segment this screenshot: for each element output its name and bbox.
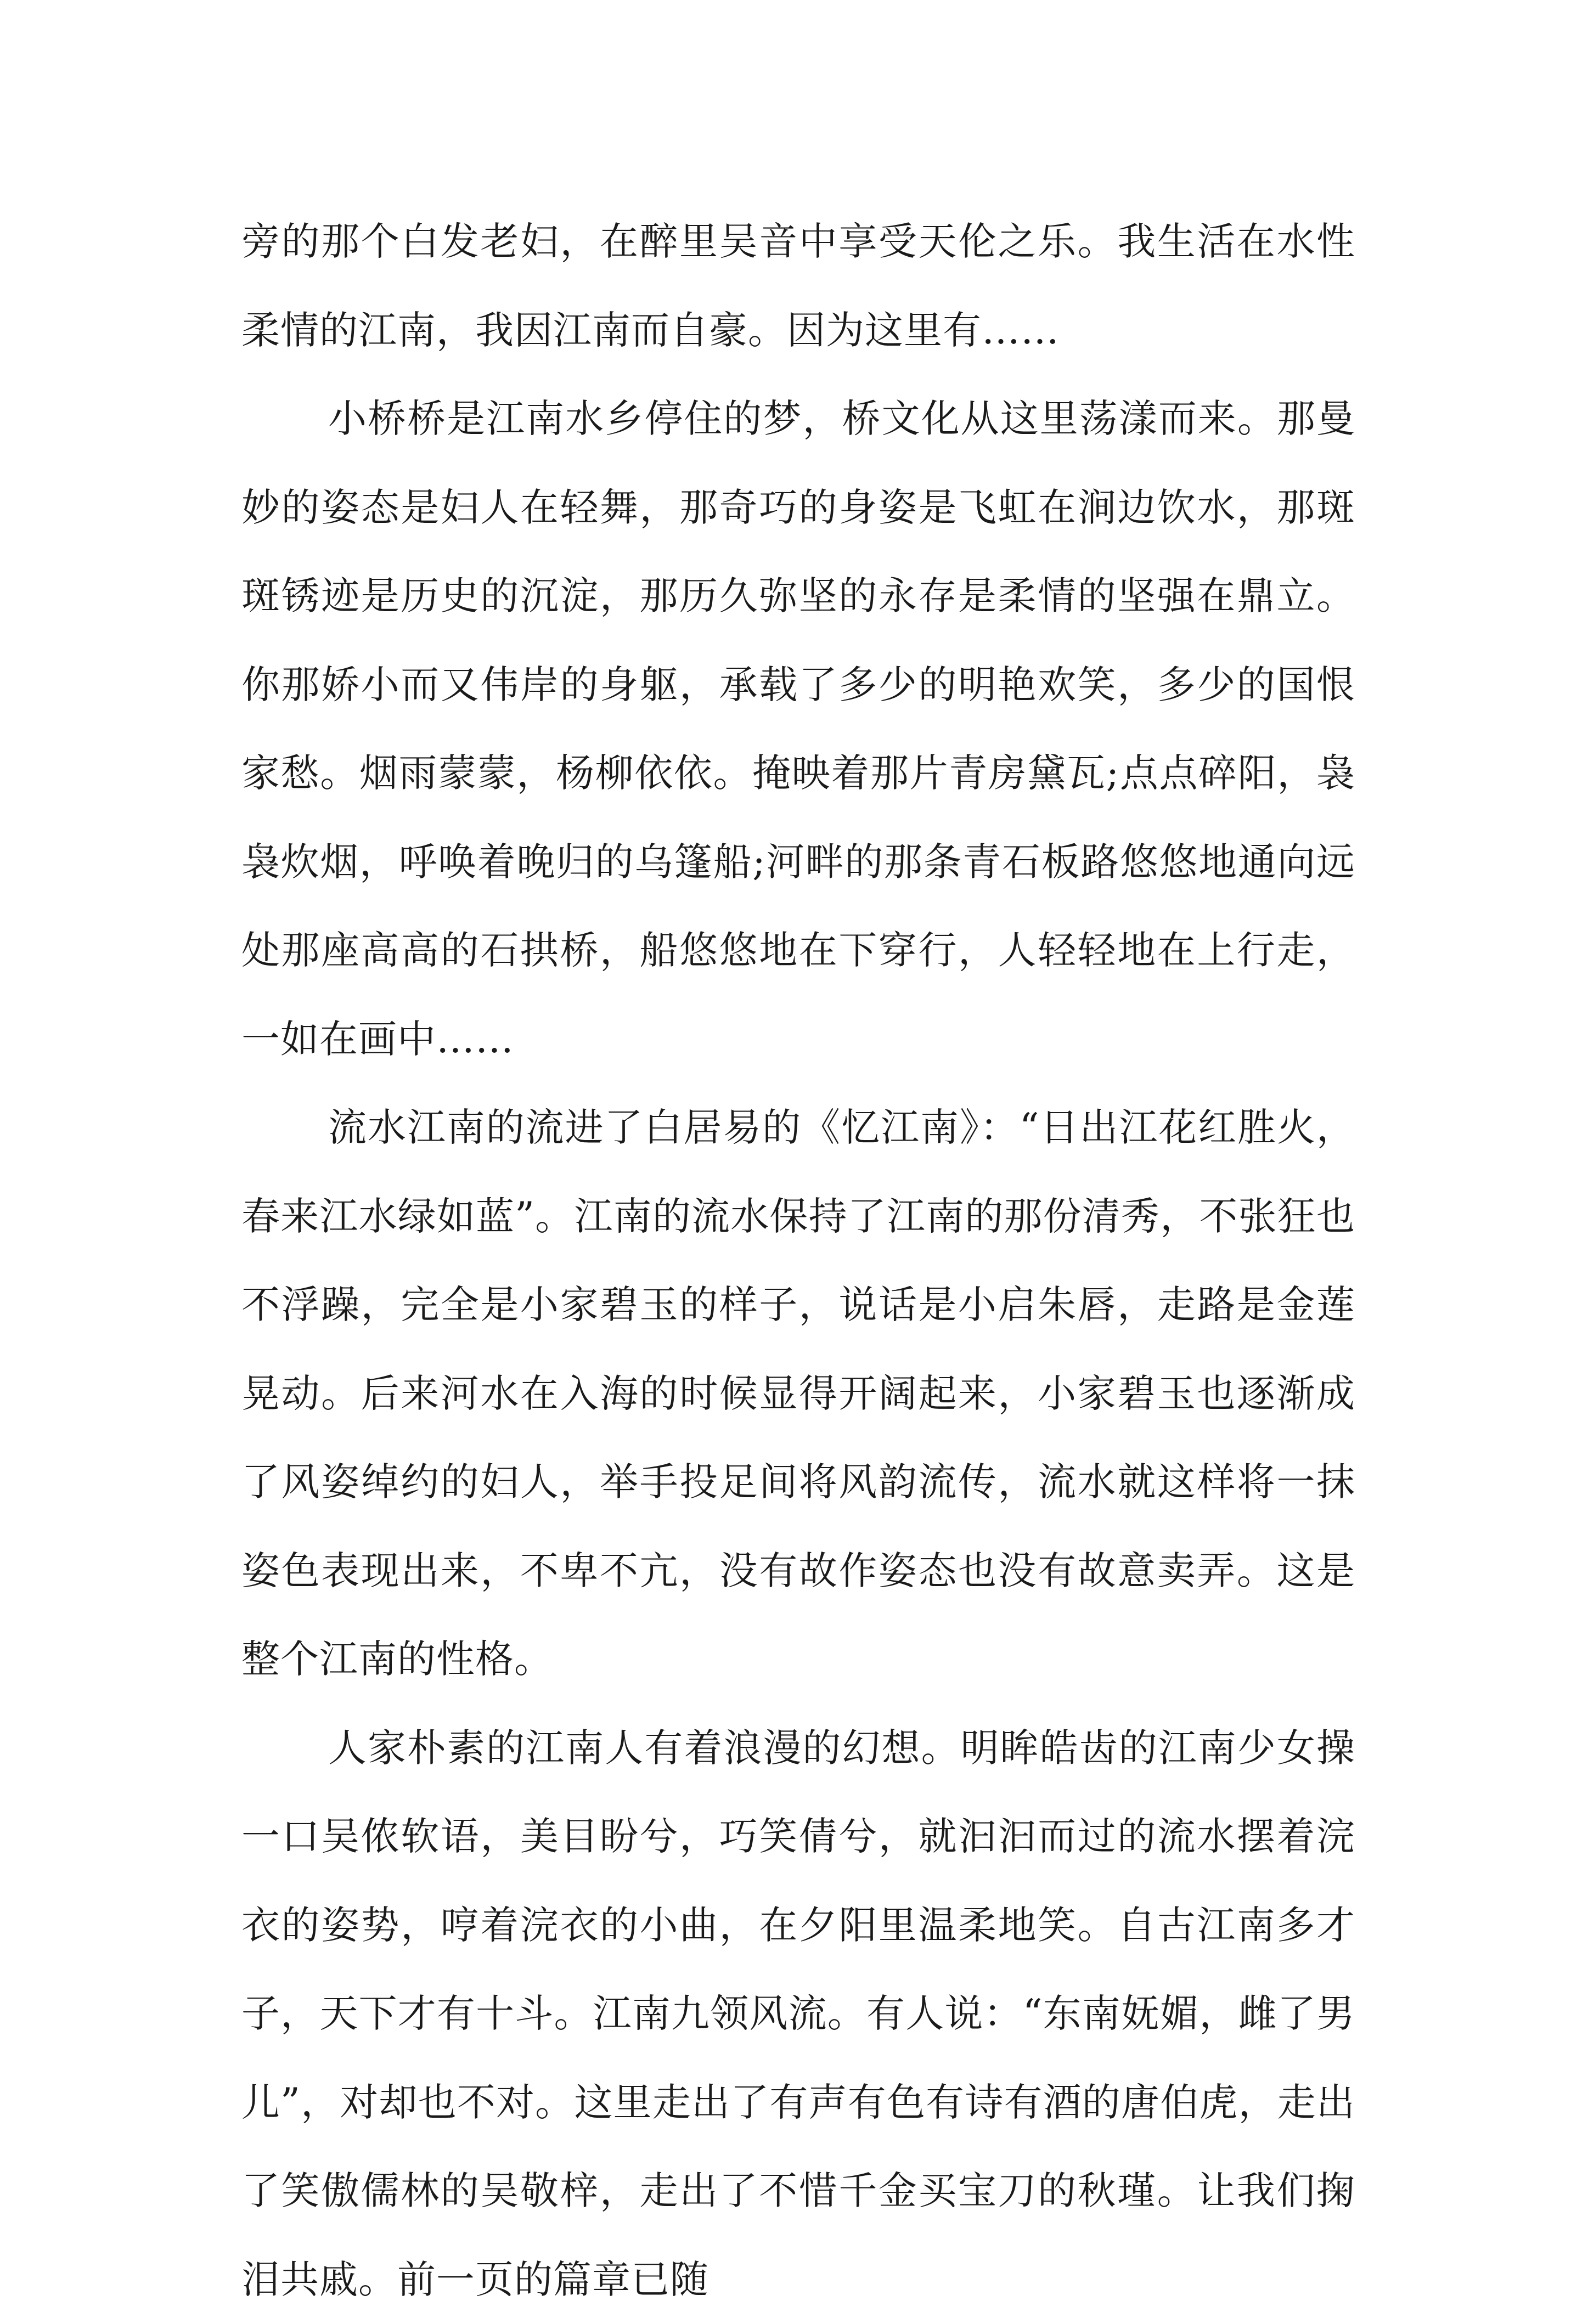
paragraph-people: 人家朴素的江南人有着浪漫的幻想。明眸皓齿的江南少女操一口吴侬软语，美目盼兮，巧笑倩兮，就汩汩而过的流水摆着浣衣的姿势，哼着浣衣的小曲，在夕阳里温柔地笑。自古江南多才子，天下才有十斗。江南九领风流。有人说：“东南妩媚，雌了男儿”，对却也不对。这里走出了有声有色有诗有酒的唐伯虎，走出了笑傲儒林的吴敬梓，走出了不惜千金买宝刀的秋瑾。让我们掬泪共戚。前一页的篇章已随 xyxy=(241,1704,1355,2324)
paragraph-bridge: 小桥桥是江南水乡停住的梦，桥文化从这里荡漾而来。那曼妙的姿态是妇人在轻舞，那奇巧的身姿是飞虹在涧边饮水，那斑斑锈迹是历史的沉淀，那历久弥坚的永存是柔情的坚强在鼎立。你那娇小而又伟岸的身躯，承载了多少的明艳欢笑，多少的国恨家愁。烟雨蒙蒙，杨柳依依。掩映着那片青房黛瓦;点点碎阳，袅袅炊烟，呼唤着晚归的乌篷船;河畔的那条青石板路悠悠地通向远处那座高高的石拱桥，船悠悠地在下穿行，人轻轻地在上行走，一如在画中…… xyxy=(241,375,1355,1084)
paragraph-continued: 旁的那个白发老妇，在醉里吴音中享受天伦之乐。我生活在水性柔情的江南，我因江南而自豪。因为这里有…… xyxy=(241,198,1355,375)
paragraph-water: 流水江南的流进了白居易的《忆江南》：“日出江花红胜火，春来江水绿如蓝”。江南的流水保持了江南的那份清秀，不张狂也不浮躁，完全是小家碧玉的样子，说话是小启朱唇，走路是金莲晃动。后来河水在入海的时候显得开阔起来，小家碧玉也逐渐成了风姿绰约的妇人，举手投足间将风韵流传，流水就这样将一抹姿色表现出来，不卑不亢，没有故作姿态也没有故意卖弄。这是整个江南的性格。 xyxy=(241,1084,1355,1704)
body-text xyxy=(241,198,1355,2324)
